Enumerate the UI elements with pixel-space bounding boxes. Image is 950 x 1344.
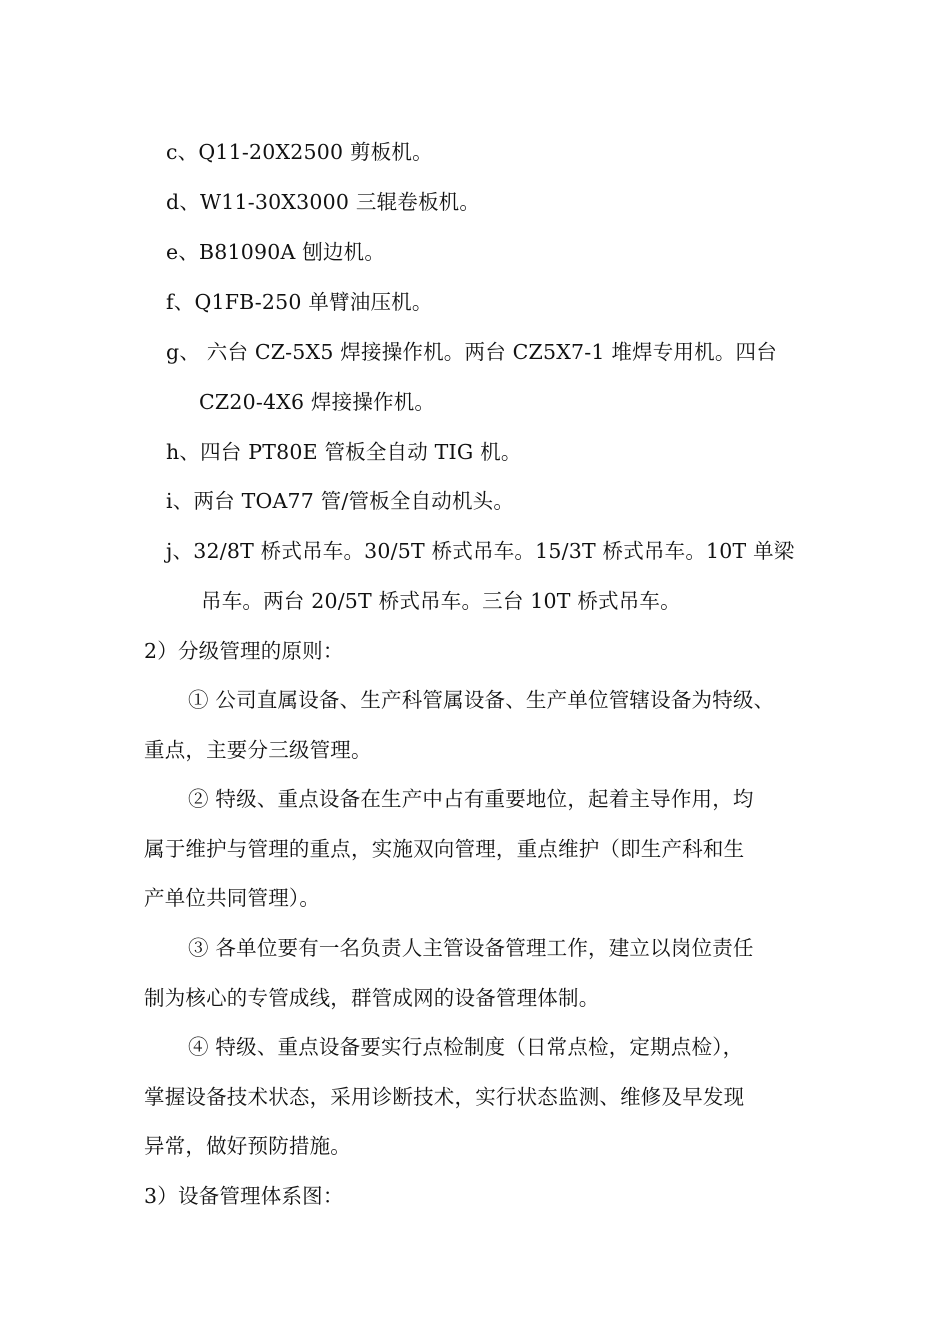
equipment-item-e: e、B81090A 刨边机。 — [166, 240, 386, 264]
equipment-item-c: c、Q11-20X2500 剪板机。 — [166, 140, 433, 164]
equipment-item-g: g、 六台 CZ-5X5 焊接操作机。两台 CZ5X7-1 堆焊专用机。四台 — [166, 340, 777, 364]
equipment-item-j: j、32/8T 桥式吊车。30/5T 桥式吊车。15/3T 桥式吊车。10T 单梁 — [166, 539, 795, 563]
principle-1-continued: 重点，主要分三级管理。 — [144, 738, 372, 762]
equipment-item-f: f、Q1FB-250 单臂油压机。 — [166, 290, 433, 314]
principle-4-continued-2: 异常，做好预防措施。 — [144, 1134, 351, 1158]
principle-2-continued-2: 产单位共同管理）。 — [144, 886, 321, 910]
equipment-item-d: d、W11-30X3000 三辊卷板机。 — [166, 190, 481, 214]
equipment-item-h: h、四台 PT80E 管板全自动 TIG 机。 — [166, 440, 522, 464]
equipment-item-i: i、两台 TOA77 管/管板全自动机头。 — [166, 489, 515, 513]
principle-2: ② 特级、重点设备在生产中占有重要地位，起着主导作用，均 — [188, 787, 754, 811]
principle-2-continued-1: 属于维护与管理的重点，实施双向管理，重点维护（即生产科和生 — [144, 837, 745, 861]
section-heading-3: 3）设备管理体系图： — [144, 1184, 344, 1208]
principle-4: ④ 特级、重点设备要实行点检制度（日常点检，定期点检）， — [188, 1035, 744, 1059]
equipment-item-j-continued: 吊车。两台 20/5T 桥式吊车。三台 10T 桥式吊车。 — [201, 589, 681, 613]
section-heading-2: 2）分级管理的原则： — [144, 639, 344, 663]
equipment-item-g-continued: CZ20-4X6 焊接操作机。 — [199, 390, 436, 414]
principle-3: ③ 各单位要有一名负责人主管设备管理工作，建立以岗位责任 — [188, 936, 754, 960]
principle-3-continued: 制为核心的专管成线，群管成网的设备管理体制。 — [144, 986, 600, 1010]
principle-1: ① 公司直属设备、生产科管属设备、生产单位管辖设备为特级、 — [188, 688, 775, 712]
principle-4-continued-1: 掌握设备技术状态，采用诊断技术，实行状态监测、维修及早发现 — [144, 1085, 745, 1109]
